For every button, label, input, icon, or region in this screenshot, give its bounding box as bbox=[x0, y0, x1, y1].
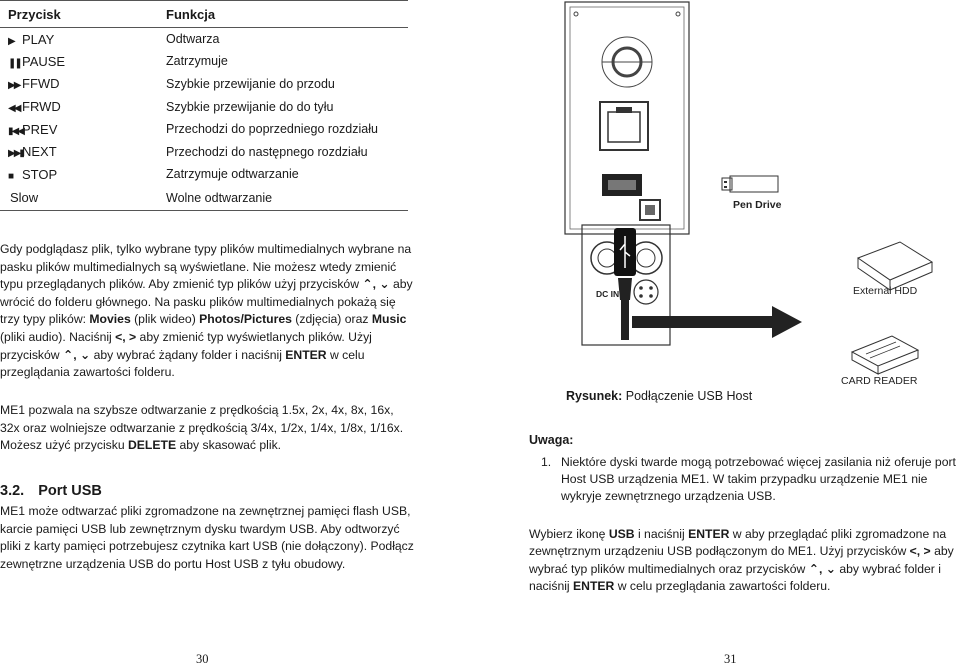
usb-paragraph: ME1 może odtwarzać pliki zgromadzone na zewnętrznej pamięci flash USB, karcie pamięci USB lub zewnętrznym dysku twardym USB. Aby odtworzyć pliki z karty pamięci potrzebujesz czytnika kart USB (nie dołączony). Podłącz zewnętrzne urządzenia USB do portu Host USB z tyłu obudowy. bbox=[0, 504, 414, 571]
table-row bbox=[0, 73, 408, 96]
play-icon: ▶ bbox=[8, 35, 14, 47]
page-number-left: 30 bbox=[196, 652, 209, 666]
fan-icon bbox=[602, 37, 652, 87]
note-heading: Uwaga: bbox=[529, 433, 574, 447]
table-row bbox=[0, 95, 408, 118]
usb-b-port-icon bbox=[640, 200, 660, 220]
usb-browse-paragraph: Wybierz ikonę USB i naciśnij ENTER w aby przeglądać pliki zgromadzone na zewnętrznym urządzeniu USB podłączonym do ME1. Użyj przycisków <, > aby wybrać typ plików multimedialnych oraz przycisków ⌃, ⌄ aby wybrać folder i naciśnij ENTER w celu przeglądania zawartości folderu. bbox=[529, 527, 954, 594]
row-key: PAUSE bbox=[22, 53, 66, 69]
row-function: Zatrzymuje odtwarzanie bbox=[166, 167, 299, 182]
card-reader-icon bbox=[852, 336, 918, 374]
up-down-arrows: ⌃, ⌄ bbox=[62, 347, 91, 362]
pen-drive-label: Pen Drive bbox=[733, 199, 782, 211]
table-row bbox=[0, 186, 408, 211]
figure-caption: Rysunek: Podłączenie USB Host bbox=[566, 389, 753, 403]
card-reader-label: CARD READER bbox=[841, 375, 918, 387]
table-row bbox=[0, 140, 408, 163]
up-down-arrows: ⌃, ⌄ bbox=[808, 561, 836, 576]
row-key: FRWD bbox=[22, 99, 61, 115]
row-function: Odtwarza bbox=[166, 32, 220, 47]
row-function: Zatrzymuje bbox=[166, 54, 228, 69]
row-function: Wolne odtwarzanie bbox=[166, 186, 408, 211]
row-key: Slow bbox=[10, 190, 39, 206]
connection-arrow bbox=[632, 306, 802, 338]
row-function: Szybkie przewijanie do do tyłu bbox=[166, 99, 334, 114]
row-key: NEXT bbox=[22, 144, 57, 160]
network-port-icon bbox=[600, 102, 648, 150]
row-key: STOP bbox=[22, 166, 58, 182]
page-number-right: 31 bbox=[724, 652, 737, 666]
row-function: Przechodzi do następnego rozdziału bbox=[166, 144, 368, 159]
external-hdd-icon bbox=[858, 242, 932, 290]
table-row bbox=[0, 163, 408, 186]
next-icon: ▶▶▮ bbox=[8, 148, 23, 160]
usb-host-diagram bbox=[540, 0, 959, 400]
table-row bbox=[0, 50, 408, 73]
up-down-arrows: ⌃, ⌄ bbox=[362, 277, 390, 292]
row-function: Szybkie przewijanie do przodu bbox=[166, 76, 335, 91]
row-key: PREV bbox=[22, 121, 58, 137]
stop-icon: ■ bbox=[8, 170, 13, 182]
rewind-icon: ◀◀ bbox=[8, 103, 20, 115]
left-right-arrows: <, > bbox=[115, 329, 137, 344]
pen-drive-icon bbox=[722, 176, 778, 192]
browsing-paragraph: Gdy podglądasz plik, tylko wybrane typy plików multimedialnych wybrane na pasku plików multimedialnych są wyświetlane. Nie możesz wtedy zmienić typu przeglądanych plików. Aby zmienić typ plików użyj przycisków ⌃, ⌄ aby wrócić do folderu głównego. Na pasku plików multimedialnych pokażą się trzy typy plików: Movies (plik wideo) Photos/Pictures (zdjęcia) oraz Music (pliki audio). Naciśnij <, > aby zmienić typ wyświetlanych plików. Użyj przycisków ⌃, ⌄ aby wybrać żądany folder i naciśnij ENTER w celu przeglądania zawartości folderu. bbox=[0, 242, 413, 380]
section-heading: 3.2. Port USB bbox=[0, 483, 102, 499]
dc-in-label: DC IN bbox=[596, 289, 620, 299]
usb-port-icon bbox=[602, 174, 642, 196]
previous-icon: ▮◀◀ bbox=[8, 125, 23, 137]
table-row bbox=[0, 118, 408, 141]
table-row bbox=[0, 28, 408, 51]
speed-paragraph: ME1 pozwala na szybsze odtwarzanie z prędkością 1.5x, 2x, 4x, 8x, 16x, 32x oraz wolniejsze odtwarzanie z prędkością 3/4x, 1/2x, 1/4x, 1/8x, 1/16x. Możesz użyć przycisku DELETE aby skasować plik. bbox=[0, 403, 404, 453]
row-function: Przechodzi do poprzedniego rozdziału bbox=[166, 122, 378, 137]
row-key: FFWD bbox=[22, 76, 60, 92]
note-text: Niektóre dyski twarde mogą potrzebować więcej zasilania niż oferuje port Host USB urządzenia ME1. W takim przypadku urządzenie ME1 nie wykryje zewnętrznego urządzenia USB. bbox=[561, 455, 956, 504]
header-function: Funkcja bbox=[166, 1, 408, 28]
fast-forward-icon: ▶▶ bbox=[8, 80, 20, 92]
row-key: PLAY bbox=[22, 31, 55, 47]
pause-icon: ❚❚ bbox=[8, 57, 21, 69]
table-header-row bbox=[0, 1, 408, 28]
note-number: 1. bbox=[541, 455, 552, 469]
header-key: Przycisk bbox=[0, 1, 166, 28]
external-hdd-label: External HDD bbox=[853, 285, 918, 297]
left-right-arrows: <, > bbox=[909, 544, 931, 559]
button-function-table bbox=[0, 0, 408, 211]
